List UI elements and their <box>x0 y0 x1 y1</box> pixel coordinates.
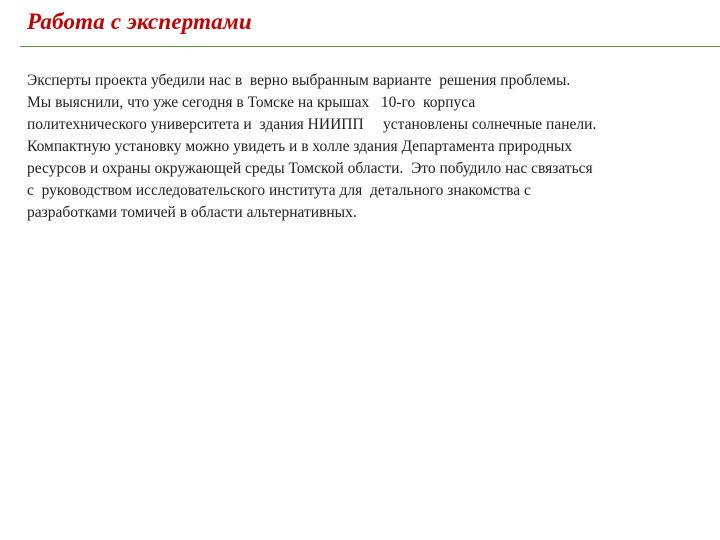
body-line: разработками томичей в области альтернативных. <box>27 204 357 221</box>
body-line: Мы выяснили, что уже сегодня в Томске на крышах 10-го корпуса <box>27 94 476 111</box>
body-line: политехнического университета и здания НИИПП установлены солнечные панели. <box>27 116 597 133</box>
slide-body-text <box>27 70 707 224</box>
slide-title: Работа с экспертами <box>27 9 252 34</box>
body-line: ресурсов и охраны окружающей среды Томской области. Это побудило нас связаться <box>27 160 593 177</box>
title-divider <box>20 46 720 47</box>
body-line: с руководством исследовательского института для детального знакомства с <box>27 182 531 199</box>
body-line: Компактную установку можно увидеть и в холле здания Департамента природных <box>27 138 573 155</box>
body-line: Эксперты проекта убедили нас в верно выбранным варианте решения проблемы. <box>27 72 571 89</box>
